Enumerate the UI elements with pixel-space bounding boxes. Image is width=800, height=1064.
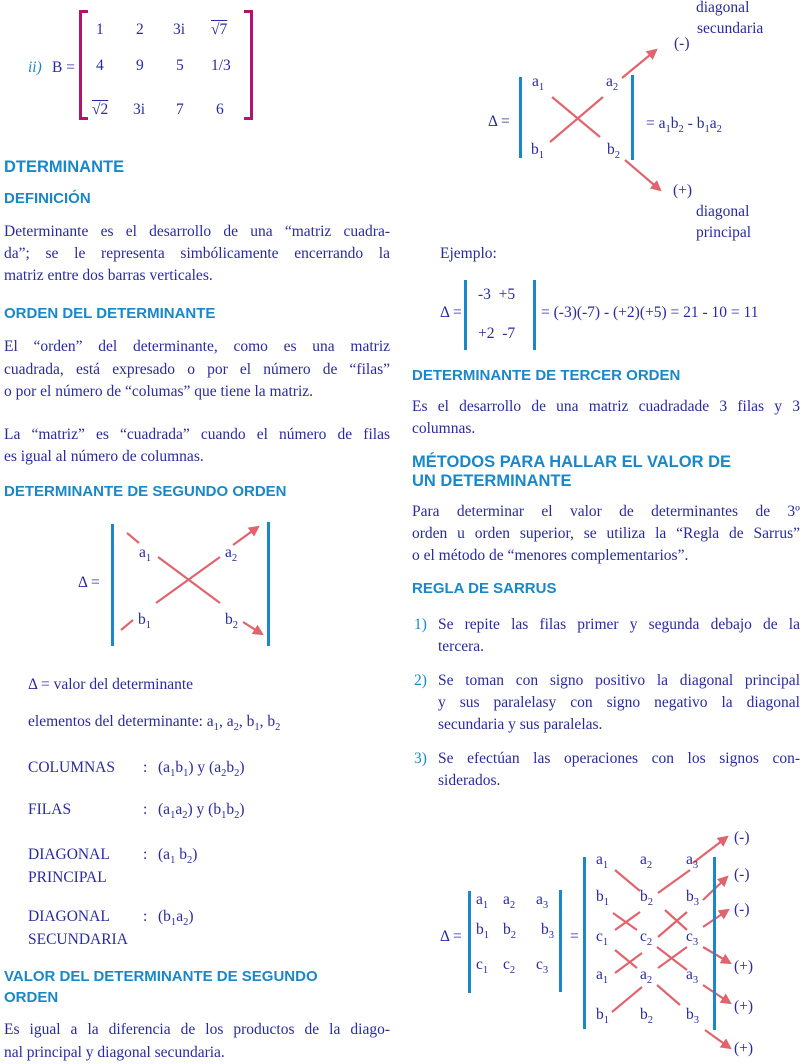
- delta-label: Δ =: [488, 113, 510, 130]
- determinant-bar: [713, 857, 716, 1030]
- sign-minus: (-): [674, 35, 690, 52]
- diagonal-line: [127, 533, 139, 543]
- paragraph-line: Es el desarrollo de una matriz cuadradade 3 filas y 3: [412, 398, 800, 415]
- element: $a_2$: [640, 851, 653, 871]
- equals: =: [570, 928, 579, 945]
- determinant-bar: [468, 891, 471, 993]
- determinant-bar: [631, 75, 634, 160]
- matrix-cell: √7: [211, 21, 228, 38]
- determinant-bar: [464, 280, 467, 350]
- paragraph-line: El “orden” del determinante, como es una matriz: [4, 338, 390, 355]
- matrix-cell: 2: [136, 21, 144, 38]
- step-line: y sus paralelasy con signo negativo la diagonal: [438, 694, 800, 711]
- heading-sarrus: REGLA DE SARRUS: [412, 580, 557, 597]
- determinant-bar: [111, 524, 114, 646]
- arrow: [705, 1030, 730, 1048]
- determinant-bar: [533, 280, 536, 350]
- row: -3 +5: [478, 286, 516, 303]
- matrix-name: B =: [52, 59, 75, 76]
- element: $c_2$: [503, 956, 516, 976]
- paragraph-line: matriz entre dos barras verticales.: [4, 267, 213, 284]
- diagonal-line: [550, 97, 603, 142]
- determinant-bar: [559, 890, 562, 992]
- term: FILAS: [28, 801, 72, 818]
- step-line: siderados.: [438, 772, 501, 789]
- heading-tercer-orden: DETERMINANTE DE TERCER ORDEN: [412, 367, 681, 384]
- element: $a_1$: [476, 891, 489, 911]
- element: $a_1$: [139, 544, 152, 564]
- arrow: [243, 622, 262, 634]
- element: $b_3$: [686, 1006, 700, 1026]
- heading-orden: ORDEN DEL DETERMINANTE: [4, 305, 216, 322]
- element: $a_3$: [536, 891, 549, 911]
- label-principal: principal: [696, 224, 752, 241]
- element: $a_2$: [503, 891, 516, 911]
- element: $a_1$: [532, 73, 545, 93]
- heading-valor: ORDEN: [4, 989, 59, 1006]
- matrix-cell: 9: [136, 57, 144, 74]
- heading-segundo-orden: DETERMINANTE DE SEGUNDO ORDEN: [4, 483, 287, 500]
- delta-label: Δ =: [440, 304, 462, 321]
- example-label: Ejemplo:: [440, 245, 497, 262]
- colon: :: [143, 801, 148, 818]
- arrow: [703, 985, 730, 1003]
- term: PRINCIPAL: [28, 869, 107, 886]
- term: DIAGONAL: [28, 846, 110, 863]
- paragraph-line: La “matriz” es “cuadrada” cuando el número de filas: [4, 426, 390, 443]
- paragraph-line: orden u orden superior, se utiliza la “Regla de Sarrus”: [412, 525, 800, 542]
- element: $a_2$: [606, 73, 619, 93]
- matrix-cell: 4: [96, 57, 104, 74]
- element: $b_1$: [596, 888, 610, 908]
- element: $a_1$: [596, 966, 609, 986]
- paragraph-line: da”; se le representa simbólicamente encerrando la: [4, 245, 390, 262]
- element: $b_3$: [541, 921, 555, 941]
- arrow: [625, 160, 660, 190]
- determinant-bar: [267, 522, 270, 646]
- paragraph-line: o por el número de “columas” que tiene la matriz.: [4, 383, 314, 400]
- paragraph-line: columnas.: [412, 420, 476, 437]
- right-bracket: [244, 10, 253, 120]
- element: $b_2$: [640, 888, 654, 908]
- matrix-cell: 3i: [173, 21, 186, 38]
- matrix-cell: 6: [216, 101, 224, 118]
- sign-plus: (+): [734, 1040, 754, 1057]
- step-line: Se toman con signo positivo la diagonal principal: [438, 672, 800, 689]
- colon: :: [143, 908, 148, 925]
- term: COLUMNAS: [28, 759, 115, 776]
- sign-plus: (+): [734, 958, 754, 975]
- term: SECUNDARIA: [28, 931, 128, 948]
- value: $(a_1a_2)$ y $(b_1b_2)$: [158, 801, 245, 821]
- step-line: tercera.: [438, 638, 485, 655]
- value: $(a_1b_1)$ y $(a_2b_2)$: [158, 759, 245, 779]
- label-diagonal: diagonal: [696, 203, 750, 220]
- determinant-bar: [583, 857, 586, 1029]
- heading-definicion: DEFINICIÓN: [4, 190, 91, 207]
- matrix-cell: 1/3: [211, 57, 231, 74]
- element: $b_2$: [225, 611, 239, 631]
- element: $a_2$: [225, 544, 238, 564]
- step-number: 2): [414, 672, 427, 689]
- paragraph-line: es igual al número de columnas.: [4, 448, 204, 465]
- matrix-cell: 7: [176, 101, 184, 118]
- paragraph-line: Para determinar el valor de determinantes de 3º: [412, 503, 800, 520]
- left-bracket: [79, 10, 88, 120]
- element: $a_3$: [686, 851, 699, 871]
- sign-minus: (-): [734, 866, 750, 883]
- sign-minus: (-): [734, 829, 750, 846]
- element: $c_3$: [536, 956, 549, 976]
- colon: :: [143, 846, 148, 863]
- item-label: ii): [28, 59, 42, 76]
- element: $b_2$: [503, 921, 517, 941]
- result: = (-3)(-7) - (+2)(+5) = 21 - 10 = 11: [541, 304, 759, 321]
- step-number: 3): [414, 750, 427, 767]
- element: $b_2$: [607, 141, 621, 161]
- diagonal-line: [552, 97, 600, 137]
- paragraph-line: nal principal y diagonal secundaria.: [4, 1044, 225, 1061]
- determinant-bar: [519, 77, 522, 158]
- element: $c_1$: [476, 956, 489, 976]
- element: $c_3$: [686, 928, 699, 948]
- paragraph-line: o el método de “menores complementarios”.: [412, 547, 689, 564]
- sign-minus: (-): [734, 901, 750, 918]
- step-line: Se efectúan las operaciones con los signos con-: [438, 750, 800, 767]
- sign-plus: (+): [673, 182, 693, 199]
- element: $b_1$: [596, 1006, 610, 1026]
- term: DIAGONAL: [28, 908, 110, 925]
- step-line: secundaria y sus paralelas.: [438, 716, 603, 733]
- elements-line: elementos del determinante: $a_1$, $a_2$, $b_1$, $b_2$: [28, 713, 281, 733]
- delta-definition: Δ = valor del determinante: [28, 676, 194, 693]
- heading-determinante: DTERMINANTE: [4, 158, 125, 176]
- element: $a_3$: [686, 966, 699, 986]
- value: $(b_1a_2)$: [158, 908, 194, 928]
- heading-metodos: UN DETERMINANTE: [412, 472, 572, 490]
- element: $b_1$: [531, 141, 545, 161]
- matrix-cell: 1: [96, 21, 104, 38]
- paragraph-line: Es igual a la diferencia de los productos de la diago-: [4, 1021, 390, 1038]
- arrow: [622, 50, 656, 78]
- paragraph-line: cuadrada, está expresado o por el número de “filas”: [4, 361, 390, 378]
- result: = $a_1b_2 - b_1a_2$: [646, 115, 722, 135]
- paragraph-line: Determinante es el desarrollo de una “matriz cuadra-: [4, 223, 390, 240]
- step-number: 1): [414, 616, 427, 633]
- label-secundaria: secundaria: [697, 20, 764, 37]
- element: $c_1$: [596, 928, 609, 948]
- label-diagonal: diagonal: [696, 0, 750, 16]
- element: $c_2$: [640, 928, 653, 948]
- heading-metodos: MÉTODOS PARA HALLAR EL VALOR DE: [412, 453, 732, 471]
- element: $a_1$: [596, 851, 609, 871]
- step-line: Se repite las filas primer y segunda debajo de la: [438, 616, 800, 633]
- delta-label: Δ =: [440, 928, 462, 945]
- element: $a_2$: [640, 966, 653, 986]
- value: ($a_1$ $b_2$): [158, 846, 198, 866]
- diagonal-line: [121, 620, 133, 630]
- matrix-cell: 3i: [133, 101, 146, 118]
- element: $b_1$: [476, 921, 490, 941]
- row: +2 -7: [478, 325, 516, 342]
- sign-plus: (+): [734, 998, 754, 1015]
- heading-valor: VALOR DEL DETERMINANTE DE SEGUNDO: [4, 968, 318, 985]
- element: $b_3$: [686, 888, 700, 908]
- arrow: [703, 947, 730, 963]
- delta-label: Δ =: [78, 574, 100, 591]
- colon: :: [143, 759, 148, 776]
- element: $b_1$: [138, 611, 152, 631]
- matrix-cell: √2: [92, 101, 109, 118]
- element: $b_2$: [640, 1006, 654, 1026]
- matrix-cell: 5: [176, 57, 184, 74]
